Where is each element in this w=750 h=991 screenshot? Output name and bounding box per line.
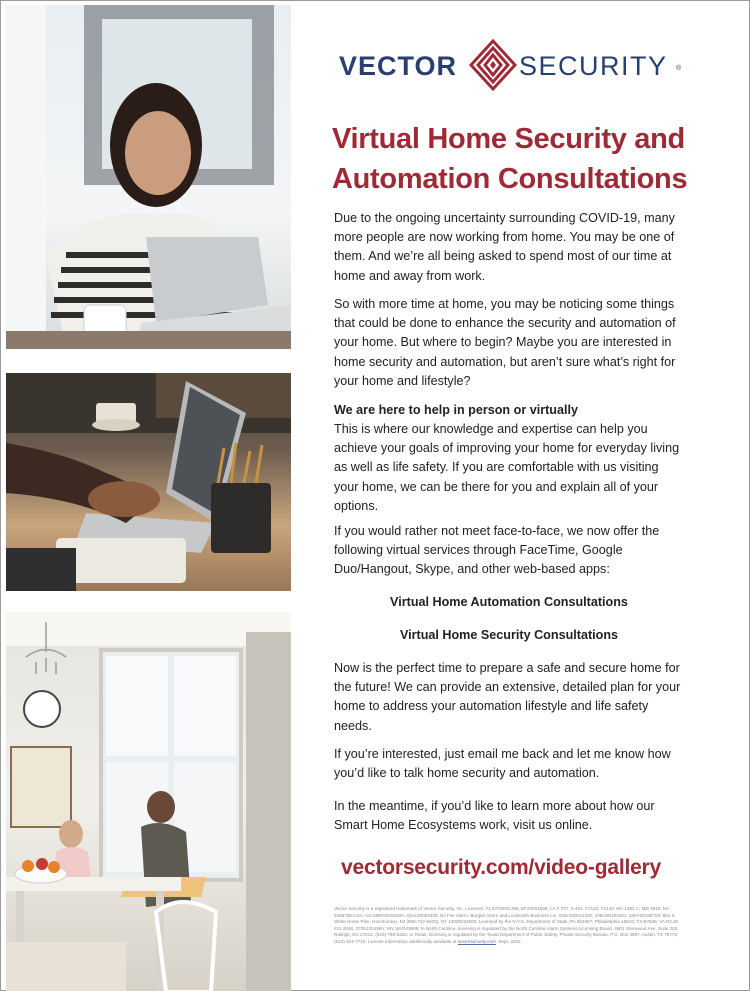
paragraph-more-time-home: So with more time at home, you may be noticing some things that could be done to enhance the security and automation of your home. But where to begin? Maybe you are interested in home security and automation, but aren’t sure what’s right for your home and lifestyle? — [334, 297, 676, 388]
registered-mark: ® — [676, 65, 682, 72]
fine-print-text: Vector Security is a registered trademark of Vector Security, Inc. Licenses: FL EF20001395, EF20001558; LA F 737, 5-404, F2142, F2140; MA 1492 C; MD 3816; NC 5386760-CSA; NJ 34BF00292300, 34AL00093403; NJ Fire Alarm, Burglar Alarm and Locksmith Business Lic. #34LS00011300; 34BA00192401; 34FA00196700; 854 S. White Horse Pike, Hammonton, NJ (856-722-9400); NY 12000234060, Licensed by the N.Y.S. Department of State; PA 004997, Philadelphia 16843; TX B7846; VA DCJS #11-2048, 2705120498A; WV WV043869; In North Carolina, licensing is regulated by the North Carolina Alarm Systems Licensing Board, 4901 Glenwood Ave. Suite 200, Raleigh, NC 27612, (919) 788-5320. In Texas, licensing is regulated by the Texas Department of Public Safety, Private Security Bureau, P.O. Box 4087, Austin, TX 78773; (512) 424-7710. License information additionally available at — [334, 906, 679, 944]
video-gallery-link[interactable]: vectorsecurity.com/video-gallery — [341, 856, 662, 879]
logo-word-security: SECURITY — [519, 51, 668, 81]
paragraph-virtual-services: If you would rather not meet face-to-face, we now offer the following virtual services through FaceTime, Google Duo/Hangout, Skype, and other web-based apps: — [334, 524, 660, 577]
photo-mother-and-child-kitchen — [6, 612, 291, 991]
service-automation-consultations: Virtual Home Automation Consultations — [390, 595, 628, 609]
headline — [332, 119, 692, 199]
photo-woman-at-laptop — [6, 5, 291, 349]
vector-security-logo — [339, 39, 684, 91]
fine-print-date: . Sept. 2018 — [495, 938, 521, 944]
paragraph-email-me-back: If you’re interested, just email me back and let me know how you’d like to talk home security and automation. — [334, 747, 671, 781]
logo-diamond-icon — [469, 39, 517, 91]
fine-print-link[interactable]: vectorsecurity.com — [457, 938, 496, 944]
headline-line-1: Virtual Home Security and — [332, 123, 685, 155]
service-security-consultations: Virtual Home Security Consultations — [399, 628, 619, 642]
paragraph-perfect-time: Now is the perfect time to prepare a safe and secure home for the future! We can provide an extensive, detailed plan for your home to address your automation lifestyle and life safety needs. — [334, 661, 681, 733]
paragraph-covid-intro: Due to the ongoing uncertainty surrounding COVID-19, many more people are now working from home. You may be one of them. And we’re all being asked to spend most of our time at home and away from work. — [334, 211, 675, 283]
paragraph-knowledge-expertise: This is where our knowledge and expertise can help you achieve your goals of improving your home for everyday living as well as life safety. If you are comfortable with us visiting your home, we can be there for you and explain all of your options. — [334, 422, 680, 513]
headline-line-2: Automation Consultations — [332, 163, 688, 195]
legal-fine-print — [334, 906, 686, 946]
paragraph-learn-more: In the meantime, if you’d like to learn more about how our Smart Home Ecosystems work, visit us online. — [334, 799, 655, 833]
section-heading-help: We are here to help in person or virtually — [334, 403, 579, 417]
logo-word-vector: VECTOR — [339, 51, 458, 81]
photo-hands-typing-laptop — [6, 373, 291, 591]
